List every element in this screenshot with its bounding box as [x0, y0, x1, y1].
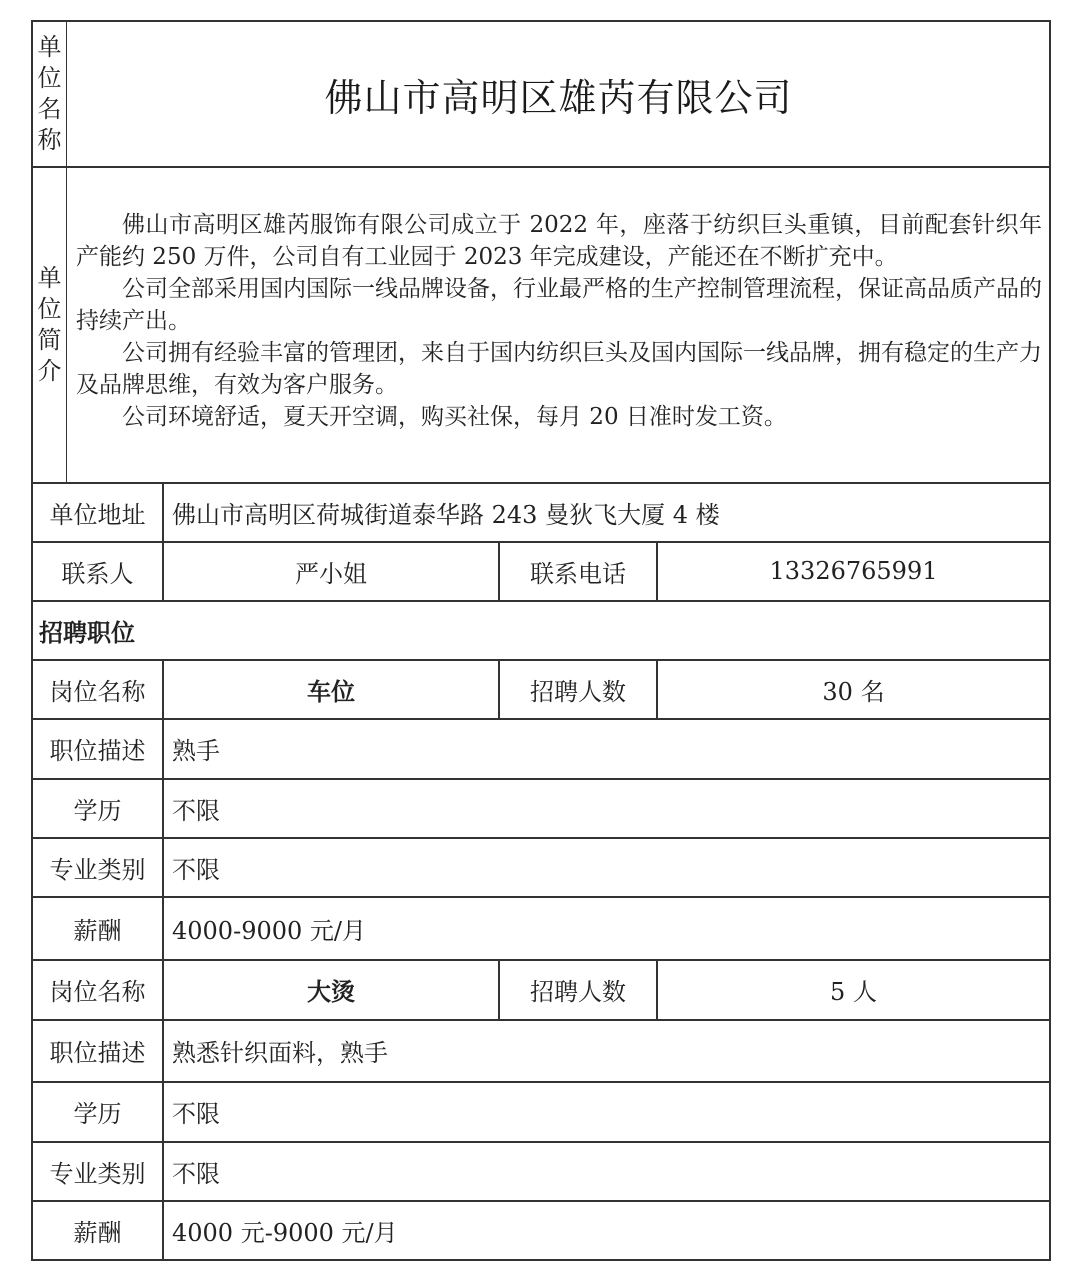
contact-phone-value: 13326765991 — [769, 557, 938, 585]
contact-person-value: 严小姐 — [295, 559, 367, 588]
address-label: 单位地址 — [49, 500, 146, 529]
label-char: 介 — [37, 357, 62, 385]
address-value: 佛山市高明区荷城街道泰华路 243 曼狄飞大厦 4 楼 — [172, 500, 720, 529]
contact-person-label: 联系人 — [61, 559, 134, 588]
intro-paragraph: 佛山市高明区雄芮服饰有限公司成立于 2022 年，座落于纺织巨头重镇，目前配套针织年产能约 250 万件，公司自有工业园于 2023 年完成建设，产能还在不断扩充中。 — [76, 212, 1042, 270]
headcount-label: 招聘人数 — [530, 978, 626, 1006]
position-name-value: 车位 — [307, 676, 355, 706]
position-name-value: 大烫 — [307, 977, 355, 1006]
table-border-bottom — [31, 1259, 1051, 1261]
position-name-label: 岗位名称 — [49, 677, 146, 706]
headcount-value: 5 人 — [830, 978, 877, 1006]
label-char: 称 — [37, 126, 62, 154]
job-description-value: 熟悉针织面料，熟手 — [172, 1039, 388, 1067]
unit-intro-label — [33, 168, 66, 482]
row-divider — [31, 166, 1051, 168]
major-value: 不限 — [172, 855, 220, 884]
label-char: 位 — [37, 295, 62, 323]
label-char: 位 — [37, 64, 62, 92]
job-description-value: 熟手 — [172, 737, 220, 765]
salary-label: 薪酬 — [73, 1218, 122, 1247]
education-value: 不限 — [172, 1100, 220, 1128]
label-char: 简 — [37, 326, 62, 354]
major-value: 不限 — [172, 1159, 220, 1188]
salary-value: 4000-9000 元/月 — [172, 916, 366, 945]
job-description-label: 职位描述 — [49, 737, 146, 765]
education-value: 不限 — [172, 796, 220, 825]
job-description-label: 职位描述 — [49, 1039, 146, 1067]
company-introduction — [76, 209, 1042, 433]
salary-label: 薪酬 — [73, 916, 122, 945]
label-char: 单 — [37, 33, 62, 61]
education-label: 学历 — [73, 1100, 122, 1128]
education-label: 学历 — [73, 796, 122, 825]
headcount-value: 30 名 — [822, 677, 885, 706]
intro-paragraph: 公司拥有经验丰富的管理团，来自于国内纺织巨头及国内国际一线品牌，拥有稳定的生产力及品牌思维，有效为客户服务。 — [76, 340, 1042, 398]
table-border-right — [1049, 20, 1051, 1261]
headcount-label: 招聘人数 — [530, 677, 626, 706]
section-title-positions: 招聘职位 — [39, 617, 135, 647]
intro-paragraph: 公司环境舒适，夏天开空调，购买社保，每月 20 日准时发工资。 — [122, 404, 787, 430]
label-char: 单 — [37, 264, 62, 292]
contact-phone-label: 联系电话 — [530, 559, 626, 588]
salary-value: 4000 元-9000 元/月 — [172, 1218, 398, 1247]
intro-paragraph: 公司全部采用国内国际一线品牌设备，行业最严格的生产控制管理流程，保证高品质产品的持续产出。 — [76, 276, 1042, 334]
position-name-label: 岗位名称 — [49, 978, 146, 1006]
major-label: 专业类别 — [49, 855, 146, 884]
column-divider — [66, 20, 67, 482]
major-label: 专业类别 — [49, 1159, 146, 1188]
company-name: 佛山市高明区雄芮有限公司 — [324, 75, 793, 120]
label-char: 名 — [37, 95, 62, 123]
unit-name-label — [33, 22, 66, 166]
